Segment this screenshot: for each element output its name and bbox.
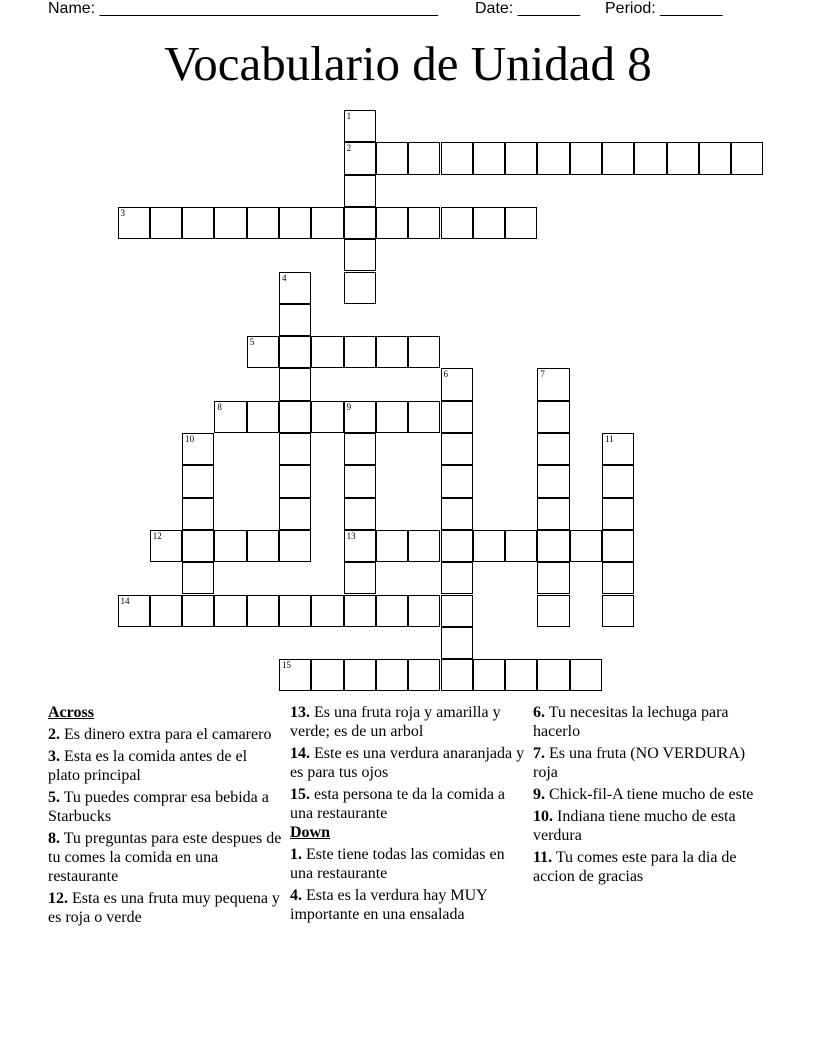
grid-cell[interactable] (473, 142, 505, 174)
grid-cell[interactable] (505, 207, 537, 239)
grid-cell[interactable] (279, 272, 311, 304)
grid-cell[interactable] (441, 498, 473, 530)
grid-cell[interactable] (279, 336, 311, 368)
clue-number-label: 1 (346, 111, 352, 121)
clues-column-3 (533, 702, 768, 886)
across-clue-12 (48, 889, 283, 927)
grid-cell[interactable] (279, 595, 311, 627)
clue-text: Este tiene todas las comidas en una restaurante (290, 846, 505, 882)
grid-cell[interactable] (731, 142, 763, 174)
grid-cell[interactable] (344, 142, 376, 174)
clue-number-label: 2 (346, 143, 352, 154)
grid-cell[interactable] (537, 433, 569, 465)
grid-cell[interactable] (247, 530, 279, 562)
date-field: Date: _______ (475, 0, 580, 17)
clue-text: Esta es la verdura hay MUY importante en una ensalada (290, 887, 488, 923)
grid-cell[interactable] (182, 498, 214, 530)
across-clue-3 (48, 747, 283, 785)
clue-number: 7. (533, 745, 545, 762)
grid-cell[interactable] (344, 272, 376, 304)
grid-cell[interactable] (602, 498, 634, 530)
clue-number: 3. (48, 748, 60, 765)
grid-cell[interactable] (570, 659, 602, 691)
grid-cell[interactable] (344, 239, 376, 271)
grid-cell[interactable] (634, 142, 666, 174)
period-field: Period: _______ (605, 0, 723, 17)
grid-cell[interactable] (570, 530, 602, 562)
grid-cell[interactable] (247, 336, 279, 368)
grid-cell[interactable] (505, 142, 537, 174)
grid-cell[interactable] (408, 530, 440, 562)
name-field: Name: ______________________________________ (48, 0, 438, 17)
grid-cell[interactable] (602, 142, 634, 174)
grid-cell[interactable] (441, 562, 473, 594)
clue-number: 11. (533, 849, 553, 866)
across-clue-14 (290, 744, 525, 782)
grid-cell[interactable] (344, 498, 376, 530)
clue-text: Esta es una fruta muy pequena y es roja o verde (48, 890, 280, 926)
clue-number: 6. (533, 704, 545, 721)
clue-number: 13. (290, 704, 310, 721)
grid-cell[interactable] (408, 207, 440, 239)
grid-cell[interactable] (473, 659, 505, 691)
clue-text: Chick-fil-A tiene mucho de este (549, 786, 754, 803)
across-heading: Across (48, 704, 94, 721)
clue-number-label: 12 (152, 530, 162, 541)
clue-text: Este es una verdura anaranjada y es para tus ojos (290, 745, 525, 781)
clue-number: 8. (48, 830, 60, 847)
down-clue-4 (290, 886, 525, 924)
grid-cell[interactable] (344, 595, 376, 627)
grid-cell[interactable] (441, 142, 473, 174)
clue-number-label: 6 (443, 369, 448, 380)
clue-number: 14. (290, 745, 310, 762)
across-clue-15 (290, 785, 525, 823)
grid-cell[interactable] (537, 659, 569, 691)
clue-number-label: 3 (120, 207, 125, 218)
grid-cell[interactable] (441, 659, 473, 691)
clues-column-2 (290, 702, 525, 924)
grid-cell[interactable] (376, 207, 408, 239)
grid-cell[interactable] (214, 530, 246, 562)
grid-cell[interactable] (311, 336, 343, 368)
student-info-header (48, 0, 788, 20)
grid-cell[interactable] (570, 142, 602, 174)
clue-text: esta persona te da la comida a una restaurante (290, 786, 506, 822)
clues-column-1 (48, 702, 283, 927)
clue-number-label: 9 (346, 401, 352, 412)
clue-number-label: 8 (217, 401, 222, 412)
clue-text: Tu puedes comprar esa bebida a Starbucks (48, 789, 269, 825)
grid-cell[interactable] (537, 562, 569, 594)
grid-cell[interactable] (441, 368, 473, 400)
grid-cell[interactable] (247, 401, 279, 433)
grid-cell[interactable] (344, 465, 376, 497)
grid-cell[interactable] (344, 562, 376, 594)
across-clue-5 (48, 788, 283, 826)
down-clue-1 (290, 845, 525, 883)
grid-cell[interactable] (182, 465, 214, 497)
down-clue-9 (533, 785, 768, 804)
grid-cell[interactable] (182, 595, 214, 627)
clue-text: Tu necesitas la lechuga para hacerlo (533, 704, 729, 740)
clue-number-label: 11 (605, 434, 614, 444)
grid-cell[interactable] (279, 207, 311, 239)
clue-text: Tu preguntas para este despues de tu comes la comida en una restaurante (48, 830, 282, 885)
grid-cell[interactable] (505, 659, 537, 691)
grid-cell[interactable] (667, 142, 699, 174)
clue-number-label: 7 (540, 369, 545, 380)
grid-cell[interactable] (344, 207, 376, 239)
grid-cell[interactable] (376, 595, 408, 627)
grid-cell[interactable] (247, 207, 279, 239)
clue-number-label: 13 (346, 530, 356, 541)
grid-cell[interactable] (537, 401, 569, 433)
grid-cell[interactable] (699, 142, 731, 174)
page-title: Vocabulario de Unidad 8 (164, 36, 652, 91)
grid-cell[interactable] (279, 465, 311, 497)
grid-cell[interactable] (311, 207, 343, 239)
clue-number-label: 15 (282, 660, 291, 671)
grid-cell[interactable] (214, 207, 246, 239)
grid-cell[interactable] (279, 530, 311, 562)
grid-cell[interactable] (602, 530, 634, 562)
grid-cell[interactable] (118, 207, 150, 239)
grid-cell[interactable] (441, 207, 473, 239)
clue-text: Es dinero extra para el camarero (64, 726, 272, 743)
grid-cell[interactable] (408, 142, 440, 174)
grid-cell[interactable] (344, 110, 376, 142)
grid-cell[interactable] (408, 659, 440, 691)
grid-cell[interactable] (408, 595, 440, 627)
clue-text: Esta es la comida antes de el plato principal (48, 748, 248, 784)
grid-cell[interactable] (602, 465, 634, 497)
grid-cell[interactable] (473, 530, 505, 562)
grid-cell[interactable] (344, 175, 376, 207)
grid-cell[interactable] (279, 401, 311, 433)
grid-cell[interactable] (150, 595, 182, 627)
grid-cell[interactable] (537, 465, 569, 497)
grid-cell[interactable] (441, 433, 473, 465)
grid-cell[interactable] (279, 659, 311, 691)
grid-cell[interactable] (279, 304, 311, 336)
clue-number-label: 5 (249, 337, 255, 348)
clue-number: 1. (290, 846, 302, 863)
grid-cell[interactable] (150, 530, 182, 562)
clue-number: 12. (48, 890, 68, 907)
grid-cell[interactable] (311, 595, 343, 627)
grid-cell[interactable] (408, 401, 440, 433)
clue-number-label: 10 (185, 434, 195, 444)
grid-cell[interactable] (311, 659, 343, 691)
clue-text: Es una fruta roja y amarilla y verde; es de un arbol (290, 704, 501, 740)
grid-cell[interactable] (441, 627, 473, 659)
clue-text: Indiana tiene mucho de esta verdura (533, 808, 736, 844)
grid-cell[interactable] (537, 498, 569, 530)
clue-text: Tu comes este para la dia de accion de gracias (533, 849, 737, 885)
grid-cell[interactable] (279, 368, 311, 400)
grid-cell[interactable] (344, 336, 376, 368)
across-clue-8 (48, 829, 283, 886)
grid-cell[interactable] (182, 207, 214, 239)
grid-cell[interactable] (344, 659, 376, 691)
grid-cell[interactable] (537, 368, 569, 400)
grid-cell[interactable] (182, 433, 214, 465)
grid-cell[interactable] (150, 207, 182, 239)
grid-cell[interactable] (118, 595, 150, 627)
grid-cell[interactable] (376, 142, 408, 174)
grid-cell[interactable] (311, 401, 343, 433)
grid-cell[interactable] (344, 433, 376, 465)
grid-cell[interactable] (537, 595, 569, 627)
down-clue-7 (533, 744, 768, 782)
clue-text: Es una fruta (NO VERDURA) roja (533, 745, 746, 781)
grid-cell[interactable] (537, 142, 569, 174)
grid-cell[interactable] (344, 530, 376, 562)
grid-cell[interactable] (441, 401, 473, 433)
clue-number: 2. (48, 726, 60, 743)
grid-cell[interactable] (602, 433, 634, 465)
clue-number: 10. (533, 808, 553, 825)
grid-cell[interactable] (376, 401, 408, 433)
across-clue-13 (290, 703, 525, 741)
grid-cell[interactable] (214, 401, 246, 433)
grid-cell[interactable] (247, 595, 279, 627)
grid-cell[interactable] (376, 659, 408, 691)
grid-cell[interactable] (279, 433, 311, 465)
down-clue-10 (533, 807, 768, 845)
grid-cell[interactable] (376, 530, 408, 562)
grid-cell[interactable] (182, 530, 214, 562)
grid-cell[interactable] (602, 595, 634, 627)
clue-number: 9. (533, 786, 545, 803)
grid-cell[interactable] (376, 336, 408, 368)
across-clue-2 (48, 725, 283, 744)
grid-cell[interactable] (182, 562, 214, 594)
grid-cell[interactable] (441, 530, 473, 562)
grid-cell[interactable] (473, 207, 505, 239)
grid-cell[interactable] (214, 595, 246, 627)
down-clue-11 (533, 848, 768, 886)
clue-number: 5. (48, 789, 60, 806)
grid-cell[interactable] (537, 530, 569, 562)
clue-number-label: 14 (120, 595, 130, 606)
grid-cell[interactable] (408, 336, 440, 368)
grid-cell[interactable] (441, 465, 473, 497)
clue-number-label: 4 (282, 272, 287, 283)
down-heading: Down (290, 824, 331, 841)
clue-number: 15. (290, 786, 310, 803)
grid-cell[interactable] (441, 595, 473, 627)
clue-number: 4. (290, 887, 302, 904)
grid-cell[interactable] (602, 562, 634, 594)
grid-cell[interactable] (279, 498, 311, 530)
down-clue-6 (533, 703, 768, 741)
grid-cell[interactable] (505, 530, 537, 562)
grid-cell[interactable] (344, 401, 376, 433)
